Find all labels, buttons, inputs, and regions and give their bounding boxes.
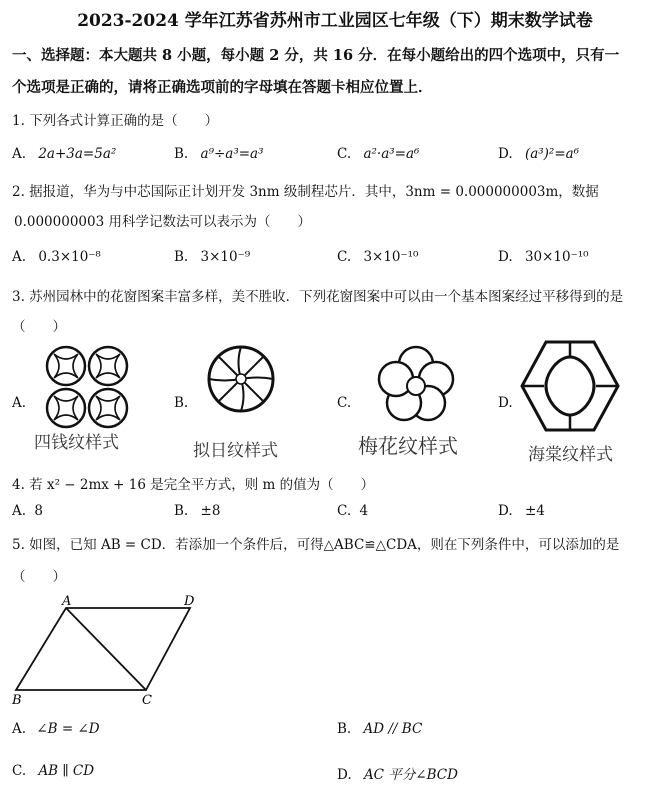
sun-pattern-image xyxy=(206,344,276,414)
q1-option-c xyxy=(337,146,419,162)
q3-option-a-label: A. xyxy=(12,395,27,411)
point-d-label: D xyxy=(184,594,195,609)
q5-option-d-label: D. xyxy=(337,767,352,783)
q2-stem-line-2: 0.000000003 用科学记数法可以表示为（ ） xyxy=(14,214,311,230)
q5-option-a-text: ∠B = ∠D xyxy=(36,721,100,737)
q2-stem-line-1: 2. 据报道，华为与中芯国际正计划开发 3nm 级制程芯片．其中，3nm = 0.000000003m，数据 xyxy=(12,184,599,200)
q2-option-c-text: 3×10⁻¹⁰ xyxy=(363,249,419,265)
q2-option-c-label: C. xyxy=(337,249,352,265)
q4-option-a xyxy=(12,503,43,519)
plum-blossom-pattern-image xyxy=(376,344,456,424)
q5-option-c-label: C. xyxy=(12,763,27,779)
q5-stem-line-2: （ ） xyxy=(12,569,66,585)
q2-option-b-text: 3×10⁻⁹ xyxy=(200,249,251,265)
q4-option-c-text: 4 xyxy=(359,503,369,519)
point-c-label: C xyxy=(142,693,152,708)
q4-option-b xyxy=(174,503,220,519)
q1-option-a-label: A. xyxy=(12,146,27,162)
q3-option-d-caption: 海棠纹样式 xyxy=(528,445,613,465)
q2-option-b xyxy=(174,249,250,265)
q5-option-c xyxy=(12,763,94,779)
section-instructions-line-2: 个选项是正确的，请将正确选项前的字母填在答题卡相应位置上． xyxy=(12,79,433,96)
q1-option-c-label: C. xyxy=(337,146,352,162)
q3-option-b-label: B. xyxy=(174,395,189,411)
q3-stem-line-1: 3. 苏州园林中的花窗图案丰富多样，美不胜收．下列花窗图案中可以由一个基本图案经过平移得到的是 xyxy=(12,289,624,305)
q5-option-b-text: AD // BC xyxy=(363,721,423,737)
q3-option-c-caption: 梅花纹样式 xyxy=(358,434,458,458)
q5-option-b-label: B. xyxy=(337,721,352,737)
q4-option-b-text: ±8 xyxy=(200,503,221,519)
begonia-pattern-image xyxy=(520,340,620,432)
q3-option-a-caption: 四钱纹样式 xyxy=(34,433,119,453)
q2-option-d-label: D. xyxy=(498,249,513,265)
q2-option-a-label: A. xyxy=(12,249,27,265)
page-title: 2023-2024 学年江苏省苏州市工业园区七年级（下）期末数学试卷 xyxy=(77,11,593,31)
q5-option-b xyxy=(337,721,422,737)
parallelogram-figure xyxy=(10,594,210,706)
q2-option-a-text: 0.3×10⁻⁸ xyxy=(38,249,101,265)
q4-option-a-label: A. xyxy=(12,503,27,519)
q4-option-d-text: ±4 xyxy=(524,503,545,519)
q2-option-c xyxy=(337,249,418,265)
q5-option-a xyxy=(12,721,100,737)
q4-option-a-text: 8 xyxy=(34,503,43,519)
q1-stem: 1. 下列各式计算正确的是（ ） xyxy=(12,113,219,129)
section-instructions-line-1: 一、选择题：本大题共 8 小题，每小题 2 分，共 16 分．在每小题给出的四个选项中，只有一 xyxy=(12,47,620,64)
q1-option-d-label: D. xyxy=(498,146,513,162)
q1-option-d-text: (a³)²=a⁶ xyxy=(524,146,580,162)
q5-option-d-text: AC 平分∠BCD xyxy=(363,767,458,783)
q3-option-d-label: D. xyxy=(498,395,513,411)
q4-option-d-label: D. xyxy=(498,503,513,519)
q5-option-c-text: AB ∥ CD xyxy=(38,763,95,779)
q2-option-a xyxy=(12,249,101,265)
q4-stem: 4. 若 x² − 2mx + 16 是完全平方式，则 m 的值为（ ） xyxy=(12,477,375,493)
q2-option-d-text: 30×10⁻¹⁰ xyxy=(524,249,589,265)
q2-option-b-label: B. xyxy=(174,249,189,265)
q4-option-c xyxy=(337,503,368,519)
q3-option-c-label: C. xyxy=(337,395,352,411)
q1-option-a-text: 2a+3a=5a² xyxy=(38,146,117,162)
q3-option-b-caption: 拟日纹样式 xyxy=(193,441,278,461)
q1-option-b-label: B. xyxy=(174,146,189,162)
q5-option-d xyxy=(337,763,458,783)
q1-option-b xyxy=(174,146,264,162)
q4-option-b-label: B. xyxy=(174,503,189,519)
q1-option-a xyxy=(12,146,116,162)
point-a-label: A xyxy=(62,594,72,609)
q1-option-c-text: a²·a³=a⁶ xyxy=(363,146,420,162)
q4-option-d xyxy=(498,503,545,519)
four-coins-pattern-image xyxy=(44,344,130,430)
q1-option-b-text: a⁹÷a³=a³ xyxy=(200,146,264,162)
q5-stem-line-1: 5. 如图，已知 AB = CD．若添加一个条件后，可得△ABC≌△CDA，则在下列条件中，可以添加的是 xyxy=(12,537,620,553)
q3-stem-line-2: （ ） xyxy=(12,319,66,335)
point-b-label: B xyxy=(12,693,22,708)
q2-option-d xyxy=(498,249,589,265)
q1-option-d xyxy=(498,146,579,162)
q5-option-a-label: A. xyxy=(12,721,27,737)
q4-option-c-label: C. xyxy=(337,503,352,519)
